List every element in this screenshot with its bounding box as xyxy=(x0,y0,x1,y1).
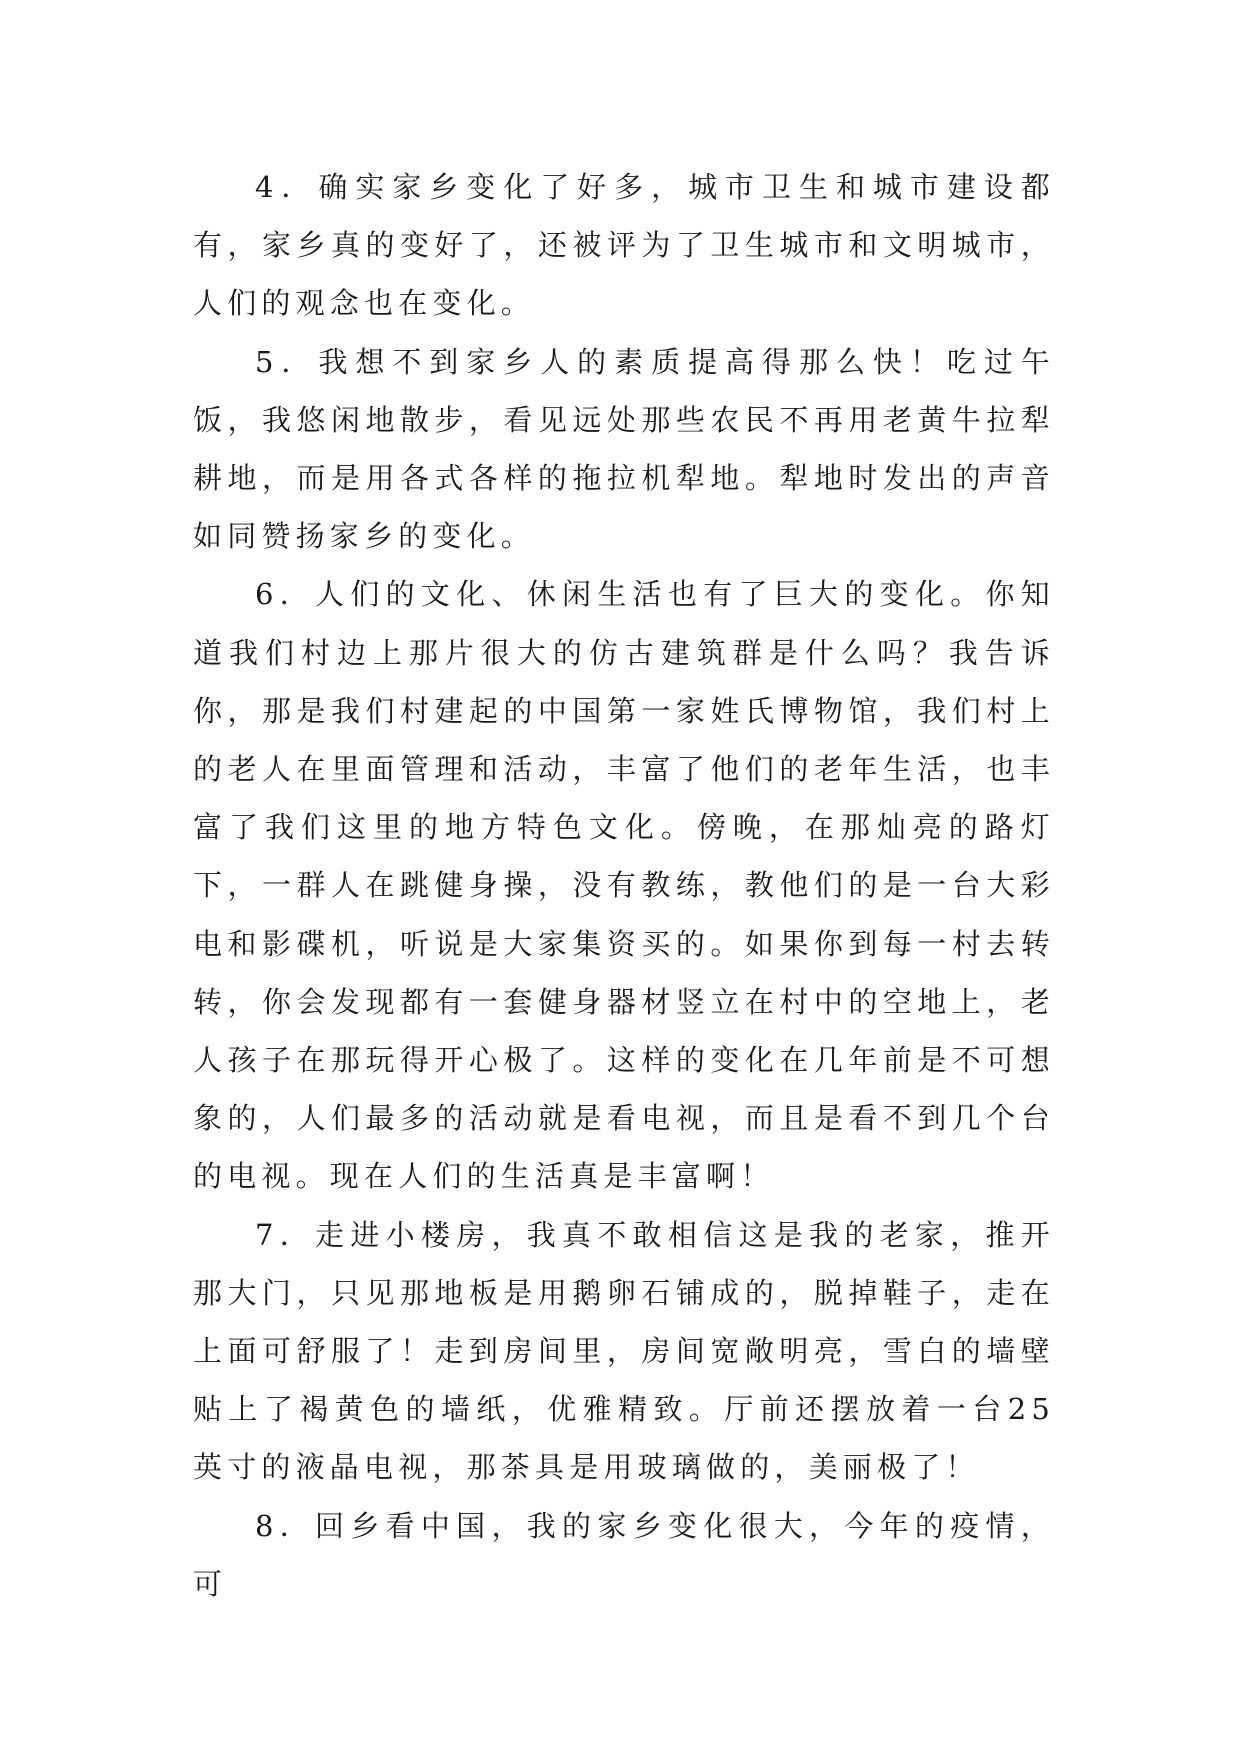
paragraph-5: 5．我想不到家乡人的素质提高得那么快！吃过午饭，我悠闲地散步，看见远处那些农民不再用老黄牛拉犁耕地，而是用各式各样的拖拉机犁地。犁地时发出的声音如同赞扬家乡的变化。 xyxy=(193,344,1055,554)
paragraph-7: 7．走进小楼房，我真不敢相信这是我的老家，推开那大门，只见那地板是用鹅卵石铺成的，脱掉鞋子，走在上面可舒服了！走到房间里，房间宽敞明亮，雪白的墙壁贴上了褐黄色的墙纸，优雅精致。厅前还摆放着一台25英寸的液晶电视，那茶具是用玻璃做的，美丽极了！ xyxy=(193,1217,1055,1485)
paragraph-8: 8．回乡看中国，我的家乡变化很大，今年的疫情，可 xyxy=(193,1508,1055,1601)
paragraph-4: 4．确实家乡变化了好多，城市卫生和城市建设都有，家乡真的变好了，还被评为了卫生城市和文明城市，人们的观念也在变化。 xyxy=(193,170,1055,321)
paragraph-6: 6．人们的文化、休闲生活也有了巨大的变化。你知道我们村边上那片很大的仿古建筑群是什么吗？我告诉你，那是我们村建起的中国第一家姓氏博物馆，我们村上的老人在里面管理和活动，丰富了他们的老年生活，也丰富了我们这里的地方特色文化。傍晚，在那灿亮的路灯下，一群人在跳健身操，没有教练，教他们的是一台大彩电和影碟机，听说是大家集资买的。如果你到每一村去转转，你会发现都有一套健身器材竖立在村中的空地上，老人孩子在那玩得开心极了。这样的变化在几年前是不可想象的，人们最多的活动就是看电视，而且是看不到几个台的电视。现在人们的生活真是丰富啊！ xyxy=(193,577,1055,1194)
document-body xyxy=(193,158,1055,1613)
